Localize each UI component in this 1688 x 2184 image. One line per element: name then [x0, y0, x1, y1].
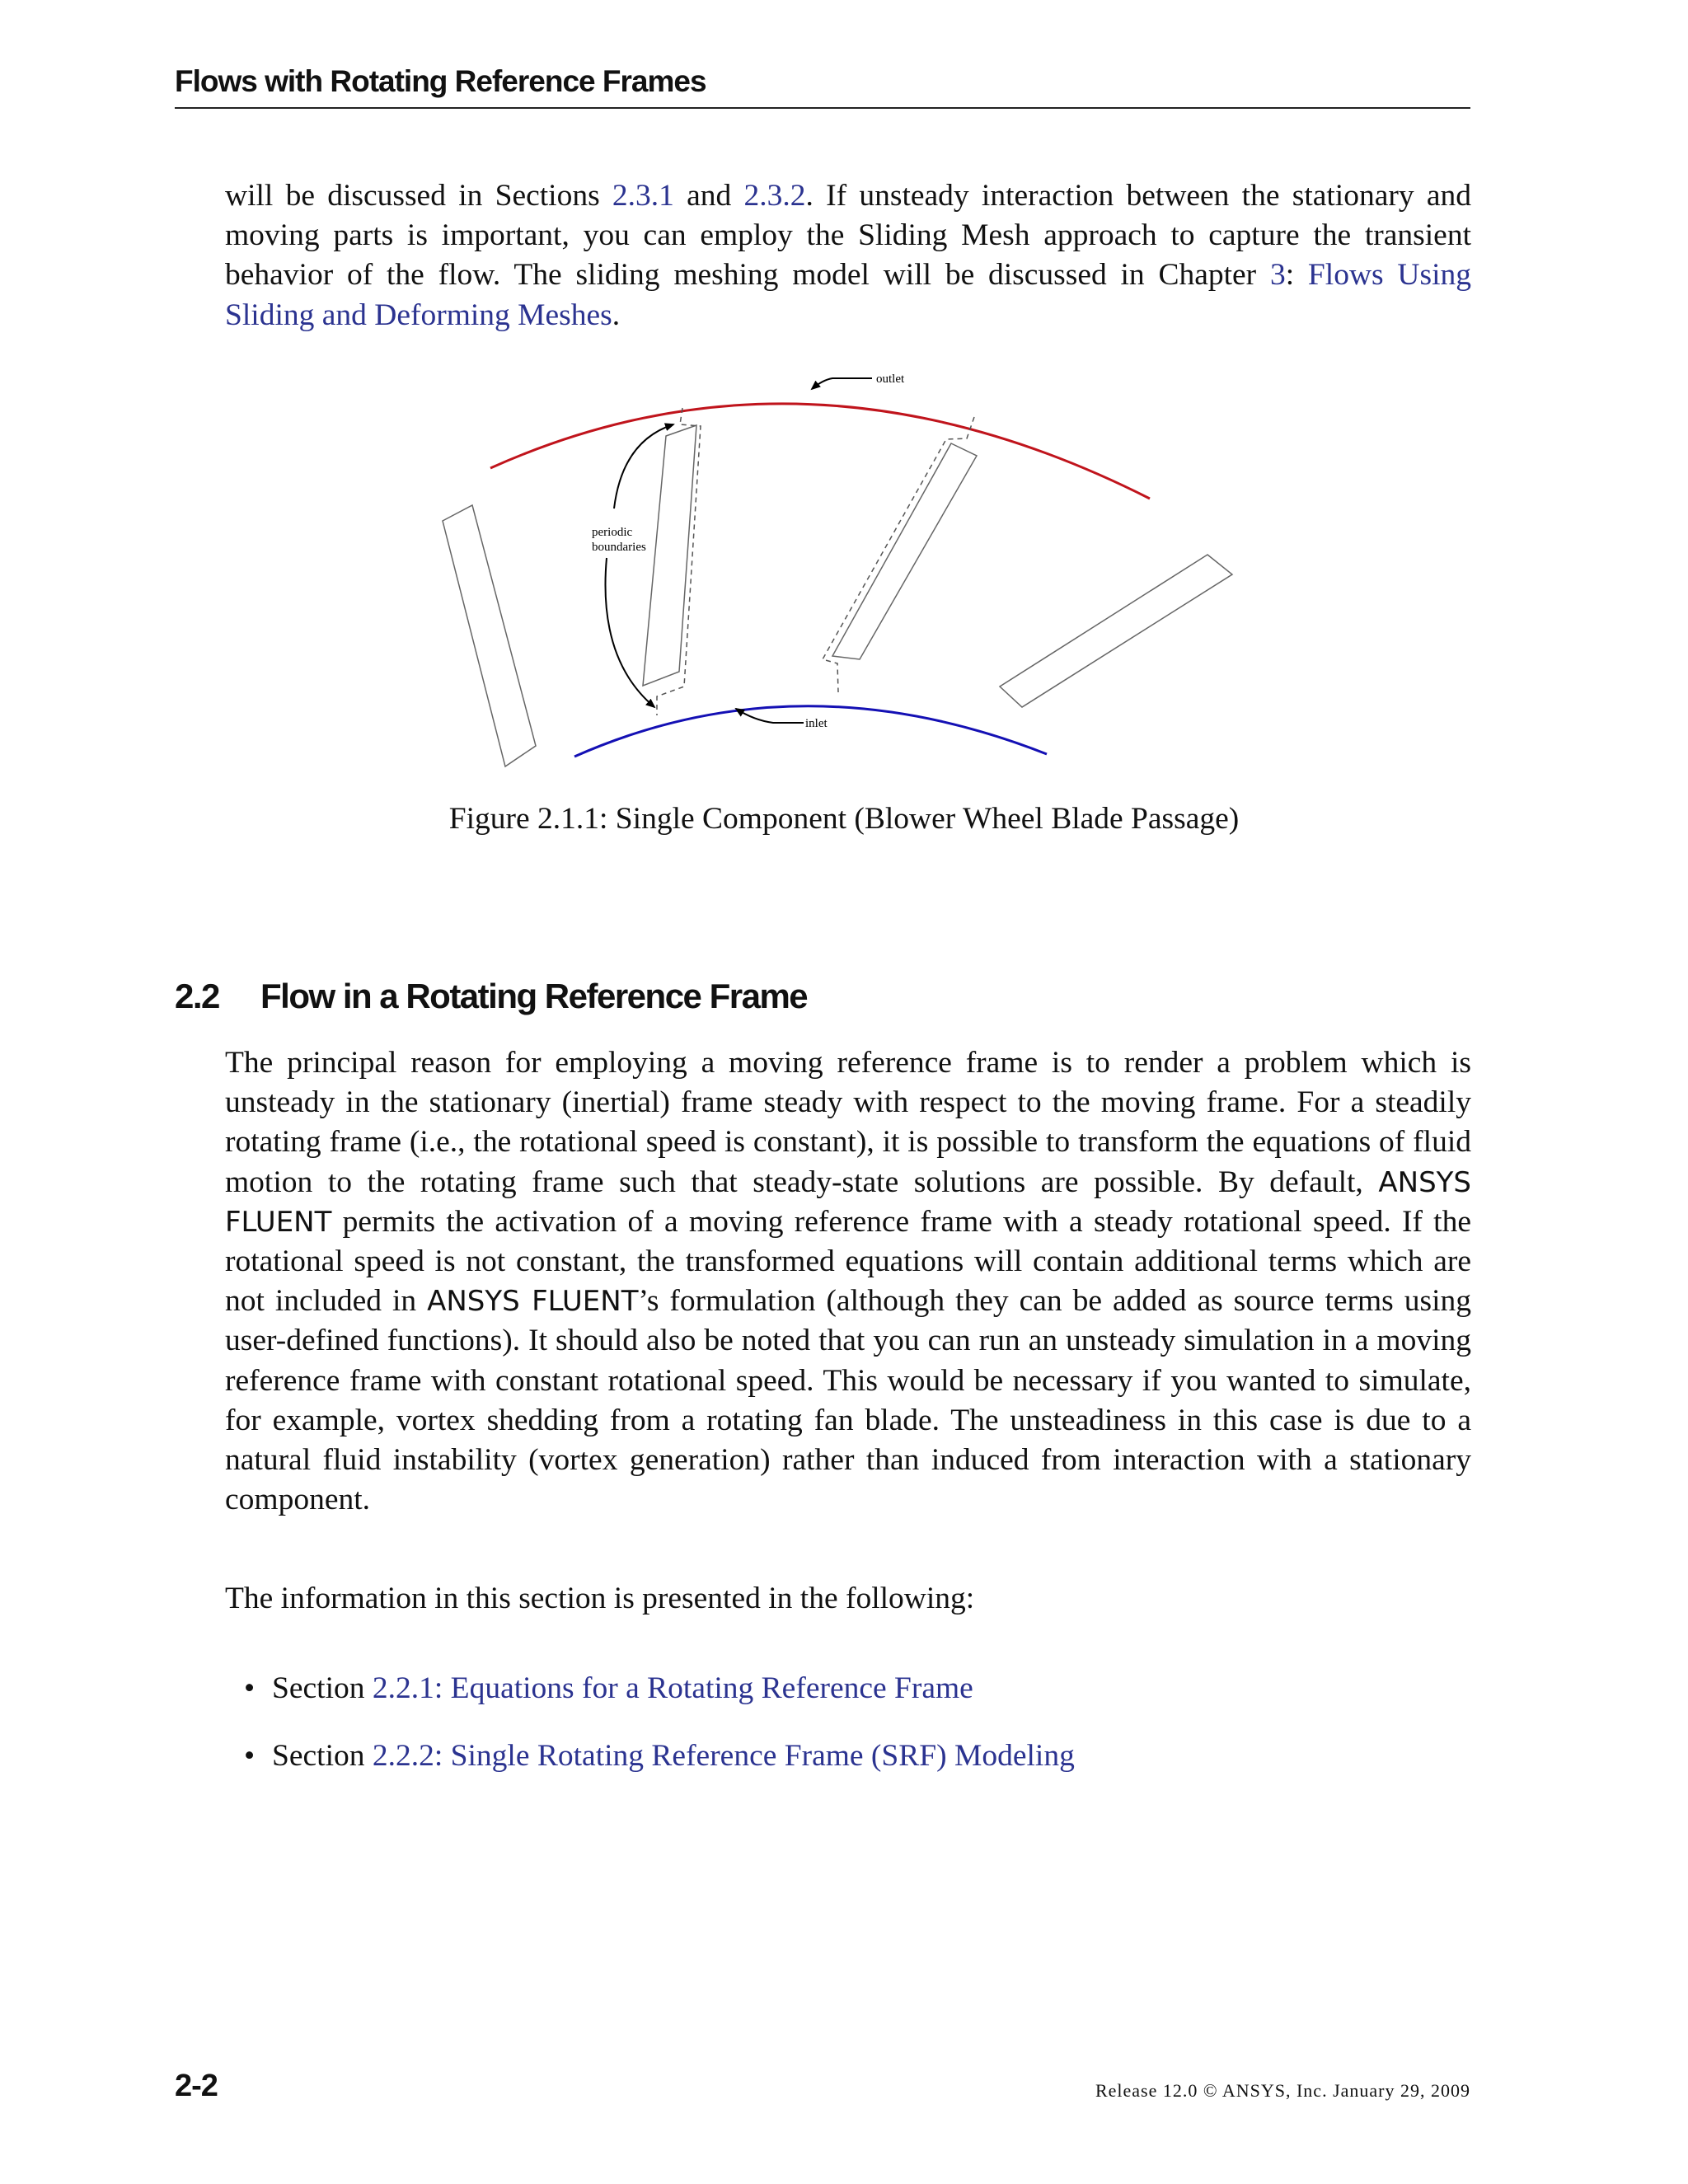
list-item-prefix: Section: [272, 1671, 373, 1705]
list-item-separator: :: [434, 1739, 451, 1773]
release-notice: Release 12.0 © ANSYS, Inc. January 29, 2009: [1095, 2080, 1470, 2101]
blade-passage-figure: [0, 0, 1688, 791]
outlet-arrow: [812, 378, 872, 389]
periodic-arrow-up: [614, 424, 673, 509]
link-section-2-3-1[interactable]: 2.3.1: [612, 179, 674, 213]
intro-text-1: will be discussed in Sections: [225, 179, 612, 213]
blade-center-left: [643, 425, 696, 686]
label-periodic-1: periodic: [592, 526, 633, 539]
intro-text-4: :: [1285, 258, 1308, 293]
link-section-2-3-2[interactable]: 2.3.2: [743, 179, 806, 213]
body-text-b: permits the activation of a moving reference frame with a steady rotational speed. If the rotational speed is not constant, the transformed equations will contain additional terms which are not included in: [225, 1204, 1471, 1319]
body-text-c: ’s formulation (although they can be added as source terms using user-defined functions). It should also be noted that you can run an unsteady simulation in a moving reference frame with constant rotational speed. This would be necessary if you wanted to simulate, for example, vortex shedding from a rotating fan blade. The unsteadiness in this case is due to a natural fluid instability (vortex generation) rather than induced from interaction with a stationary component.: [225, 1284, 1471, 1517]
label-outlet: outlet: [876, 373, 905, 386]
outlet-curve: [490, 404, 1150, 499]
list-item: [244, 1671, 1075, 1738]
body-paragraph-1: [225, 1043, 1471, 1520]
bullet-icon: •: [244, 1739, 256, 1773]
intro-text-5: .: [612, 298, 621, 332]
product-name-2: ANSYS FLUENT: [427, 1285, 639, 1319]
body-paragraph-2: The information in this section is presented in the following:: [225, 1582, 975, 1615]
bullet-icon: •: [244, 1671, 256, 1705]
section-list: [244, 1671, 1075, 1806]
blade-right: [1000, 555, 1232, 707]
figure-caption: Figure 2.1.1: Single Component (Blower Wheel Blade Passage): [448, 802, 1240, 836]
section-number: 2.2: [175, 977, 219, 1015]
list-item: [244, 1738, 1075, 1806]
section-heading: [175, 977, 807, 1016]
list-item-separator: :: [434, 1671, 451, 1705]
intro-text-3: . If unsteady interaction between the stationary and moving parts is important, you can employ the Sliding Mesh approach to capture the transient behavior of the flow. The sliding meshing model will be discussed in Chapter: [225, 179, 1471, 293]
inlet-curve: [574, 706, 1047, 757]
header-title: Flows with Rotating Reference Frames: [175, 64, 706, 98]
page-number: 2-2: [175, 2069, 218, 2103]
periodic-boundary-right: [823, 417, 974, 692]
inlet-arrow: [736, 709, 804, 723]
list-item-prefix: Section: [272, 1739, 373, 1773]
section-title: Flow in a Rotating Reference Frame: [260, 977, 808, 1015]
link-section-2-2-2[interactable]: 2.2.2: [372, 1739, 434, 1773]
label-inlet: inlet: [805, 717, 828, 730]
body-text-a: The principal reason for employing a moving reference frame is to render a problem which is unsteady in the stationary (inertial) frame steady with respect to the moving frame. For a steadily rotating frame (i.e., the rotational speed is constant), it is possible to transform the equations of fluid motion to the rotating frame such that steady-state solutions are possible. By default,: [225, 1046, 1471, 1199]
blade-left: [443, 505, 536, 766]
link-chapter-3-title[interactable]: Flows Using Sliding and Deforming Meshes: [225, 258, 1471, 332]
intro-text-2: and: [673, 179, 744, 213]
link-chapter-3[interactable]: 3: [1269, 258, 1286, 293]
label-periodic-2: boundaries: [592, 541, 646, 554]
blade-center-right: [832, 443, 977, 659]
link-section-2-2-1-title[interactable]: Equations for a Rotating Reference Frame: [450, 1671, 973, 1705]
product-name-1: ANSYS FLUENT: [225, 1165, 1471, 1239]
periodic-arrow-down: [605, 558, 654, 707]
link-section-2-2-2-title[interactable]: Single Rotating Reference Frame (SRF) Modeling: [450, 1739, 1075, 1773]
link-section-2-2-1[interactable]: 2.2.1: [372, 1671, 434, 1705]
